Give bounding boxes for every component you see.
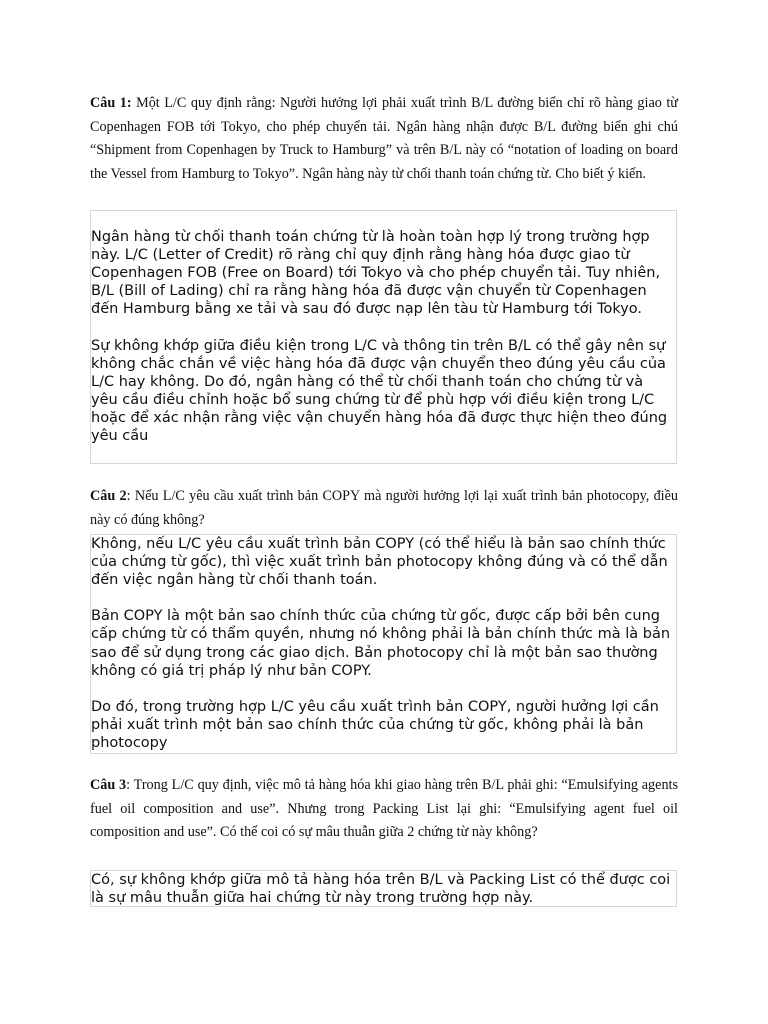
question-1-text: Một L/C quy định rằng: Người hưởng lợi phải xuất trình B/L đường biển chỉ rõ hàng giao từ Copenhagen FOB tới Tokyo, cho phép chuyển tải. Ngân hàng nhận được B/L đường biển ghi chú “Shipment from Copenhagen by Truck to Hamburg” và trên B/L này có “notation of loading on board the Vessel from Hamburg to Tokyo”. Ngân hàng này từ chối thanh toán chứng từ. Cho biết ý kiến. [90,95,678,182]
answer-1-box [90,210,677,464]
answer-1-paragraph-1: Ngân hàng từ chối thanh toán chứng từ là hoàn toàn hợp lý trong trường hợp này. L/C (Letter of Credit) rõ ràng chỉ quy định rằng hàng hóa được giao từ Copenhagen FOB (Free on Board) tới Tokyo và cho phép chuyển tải. Tuy nhiên, B/L (Bill of Lading) chỉ ra rằng hàng hóa đã được vận chuyển từ Copenhagen đến Hamburg bằng xe tải và sau đó được nạp lên tàu từ Hamburg tới Tokyo. [91,229,661,318]
answer-2-box [90,534,677,754]
answer-1-paragraph-2: Sự không khớp giữa điều kiện trong L/C và thông tin trên B/L có thể gây nên sự không chắc chắn về việc hàng hóa đã được vận chuyển theo đúng yêu cầu của L/C hay không. Do đó, ngân hàng có thể từ chối thanh toán cho chứng từ và yêu cầu điều chỉnh hoặc bổ sung chứng từ để phù hợp với điều kiện trong L/C hoặc để xác nhận rằng việc vận chuyển hàng hóa đã được thực hiện theo đúng yêu cầu [91,337,668,445]
answer-3-box [90,870,677,907]
question-1-label: Câu 1: [90,95,132,111]
question-1 [90,92,678,186]
answer-2-paragraph-3: Do đó, trong trường hợp L/C yêu cầu xuất trình bản COPY, người hưởng lợi cần phải xuất trình một bản sao chính thức của chứng từ gốc, không phải là bản photocopy [91,698,659,752]
answer-2-paragraph-2: Bản COPY là một bản sao chính thức của chứng từ gốc, được cấp bởi bên cung cấp chứng từ có thẩm quyền, nhưng nó không phải là bản chính thức mà là bản sao để sử dụng trong các giao dịch. Bản photocopy chỉ là một bản sao thường không có giá trị pháp lý như bản COPY. [91,608,671,679]
question-2 [90,485,678,532]
question-3-text: : Trong L/C quy định, việc mô tả hàng hóa khi giao hàng trên B/L phải ghi: “Emulsifying agents fuel oil composition and use”. Nhưng trong Packing List lại ghi: “Emulsifying agent fuel oil composition and use”. Có thể coi có sự mâu thuẫn giữa 2 chứng từ này không? [90,777,678,841]
question-2-label: Câu 2 [90,488,127,504]
answer-2-paragraph-1: Không, nếu L/C yêu cầu xuất trình bản COPY (có thể hiểu là bản sao chính thức của chứng từ gốc), thì việc xuất trình bản photocopy không đúng và có thể dẫn đến việc ngân hàng từ chối thanh toán. [91,536,668,589]
question-3 [90,774,678,845]
question-2-text: : Nếu L/C yêu cầu xuất trình bản COPY mà người hưởng lợi lại xuất trình bản photocopy, điều này có đúng không? [90,488,678,528]
answer-3-paragraph-1: Có, sự không khớp giữa mô tả hàng hóa trên B/L và Packing List có thể được coi là sự mâu thuẫn giữa hai chứng từ này trong trường hợp này. [91,872,671,907]
question-3-label: Câu 3 [90,777,127,793]
